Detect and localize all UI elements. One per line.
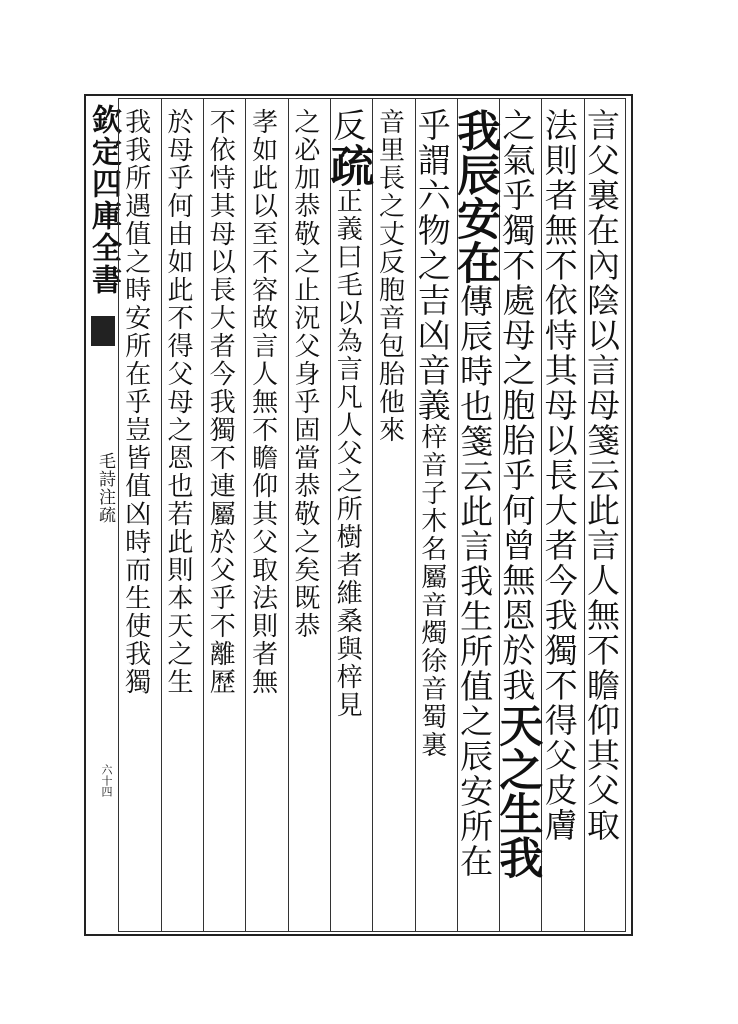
text-column-5 [413,108,455,759]
column-segment: 我辰安在 [449,108,501,284]
column-segment: 法則者無不依恃其母以長大者今我獨不得父皮膚 [539,108,579,843]
column-segment: 之必加恭敬之止況父身乎固當恭敬之矣既恭 [289,108,320,640]
column-segment: 音義 [412,353,452,423]
text-column-2 [539,108,581,843]
column-segment: 言父裏在內陰以言母箋云此言人無不瞻仰其父取 [581,108,621,843]
running-head: 欽定四庫全書 [86,104,121,296]
text-column-4 [449,108,501,879]
book-title: 毛詩注疏 [95,452,115,524]
text-column-9 [243,108,285,696]
fish-tail-mark [91,316,115,346]
column-segment: 音里長之丈反胞音包胎他來 [374,108,405,444]
column-segment: 我我所遇值之時安所在乎豈皆值凶時而生使我獨 [120,108,151,696]
text-column-1 [582,108,624,843]
column-segment: 於母乎何由如此不得父母之恩也若此則本天之生 [162,108,193,696]
text-column-7 [322,108,374,719]
column-segment: 不依恃其母以長大者今我獨不連屬於父乎不離歷 [205,108,236,696]
text-column-11 [159,108,201,696]
text-column-6 [370,108,412,444]
text-column-3 [491,108,543,879]
column-segment: 孝如此以至不容故言人無不瞻仰其父取法則者無 [247,108,278,696]
text-column-12 [116,108,158,696]
column-segment: 天之生我 [491,703,543,879]
column-segment: 反 [328,108,368,143]
column-segment: 傳辰時也箋云此言我生所值之辰安所在 [455,284,495,879]
page-number: 六十四 [100,764,113,797]
column-segment: 之氣乎獨不處母之胞胎乎何曾無恩於我 [497,108,537,703]
column-segment: 正義曰毛以為言凡人父之所樹者維桑與梓見 [332,187,363,719]
column-segment: 乎謂六物之吉凶 [412,108,452,353]
column-segment: 疏 [322,143,374,187]
text-column-8 [286,108,328,640]
text-column-10 [201,108,243,696]
column-segment: 梓音子木名屬音燭徐音蜀裏 [416,423,447,759]
